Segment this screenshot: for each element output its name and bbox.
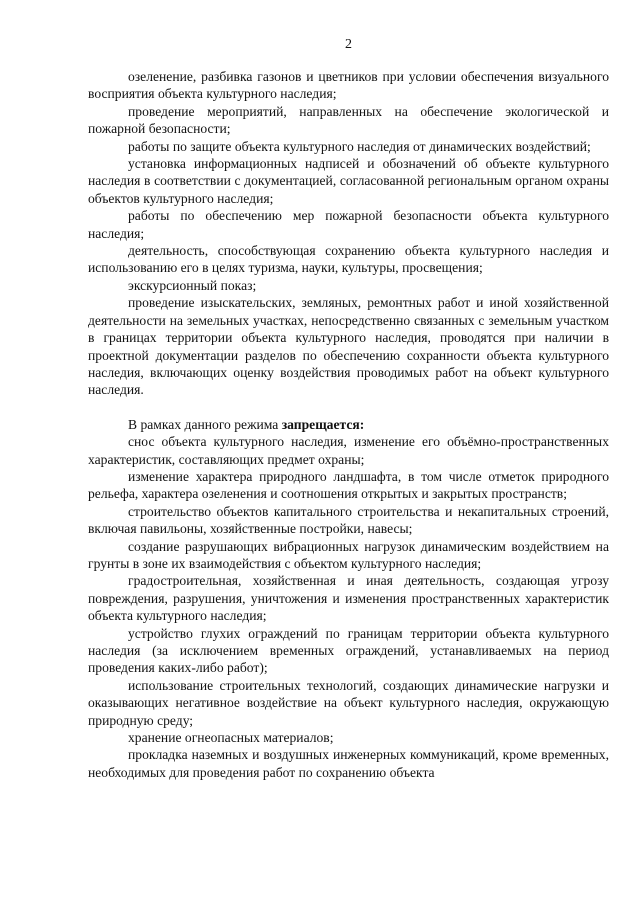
paragraph-excursions: экскурсионный показ; <box>128 277 257 293</box>
paragraph-fences: устройство глухих ограждений по границам территории объекта культурного наследия (за исключением временных ограждений, устанавливаемых на период проведения каких-либо работ); <box>88 625 609 676</box>
section-heading-prefix: В рамках данного режима <box>128 416 282 432</box>
paragraph-fire-measures: работы по обеспечению мер пожарной безопасности объекта культурного наследия; <box>88 208 609 241</box>
paragraph-vibration: создание разрушающих вибрационных нагрузок динамическим воздействием на грунты в зоне их взаимодействия с объектом культурного наследия; <box>88 538 609 571</box>
paragraph-eco-fire-safety: проведение мероприятий, направленных на обеспечение экологической и пожарной безопасности; <box>88 103 609 137</box>
paragraph-info-signs: установка информационных надписей и обозначений об объекте культурного наследия в соответствии с документацией, согласованной региональным органом охраны объектов культурного наследия; <box>88 156 609 206</box>
document-body <box>88 68 609 781</box>
page-number: 2 <box>345 37 352 52</box>
paragraph-landscaping: озеленение, разбивка газонов и цветников при условии обеспечения визуального восприятия объекта культурного наследия; <box>88 69 609 102</box>
paragraph-demolition: снос объекта культурного наследия, изменение его объёмно-пространственных характеристик, составляющих предмет охраны; <box>88 434 609 467</box>
paragraph-urban-activity: градостроительная, хозяйственная и иная деятельность, создающая угрозу повреждения, разрушения, уничтожения и изменения пространственных характеристик объекта культурного наследия; <box>88 573 609 624</box>
section-heading-prohibited <box>88 416 609 433</box>
paragraph-survey-works: проведение изыскательских, земляных, ремонтных работ и иной хозяйственной деятельности на земельных участках, непосредственно связанных с земельным участком в границах территории объекта культурного наследия, проводятся при наличии в проектной документации разделов по обеспечению сохранности объекта культурного наследия, включающих оценку воздействия проводимых работ на объект культурного наследия. <box>88 295 609 398</box>
paragraph-construction-tech: использование строительных технологий, создающих динамические нагрузки и оказывающих негативное воздействие на объект культурного наследия, окружающую природную среду; <box>88 677 609 728</box>
paragraph-dynamic-protection: работы по защите объекта культурного наследия от динамических воздействий; <box>128 138 591 154</box>
paragraph-flammable-storage: хранение огнеопасных материалов; <box>128 730 334 746</box>
paragraph-construction: строительство объектов капитального строительства и некапитальных строений, включая павильоны, хозяйственные постройки, навесы; <box>88 503 609 537</box>
section-heading-bold: запрещается: <box>281 416 365 432</box>
paragraph-landscape-change: изменение характера природного ландшафта, в том числе отметок природного рельефа, характера озеленения и соотношения открытых и закрытых пространств; <box>88 468 609 502</box>
paragraph-utilities: прокладка наземных и воздушных инженерных коммуникаций, кроме временных, необходимых для проведения работ по сохранению объекта <box>88 747 609 780</box>
paragraph-preservation-activity: деятельность, способствующая сохранению объекта культурного наследия и использованию его в целях туризма, науки, культуры, просвещения; <box>88 243 609 276</box>
